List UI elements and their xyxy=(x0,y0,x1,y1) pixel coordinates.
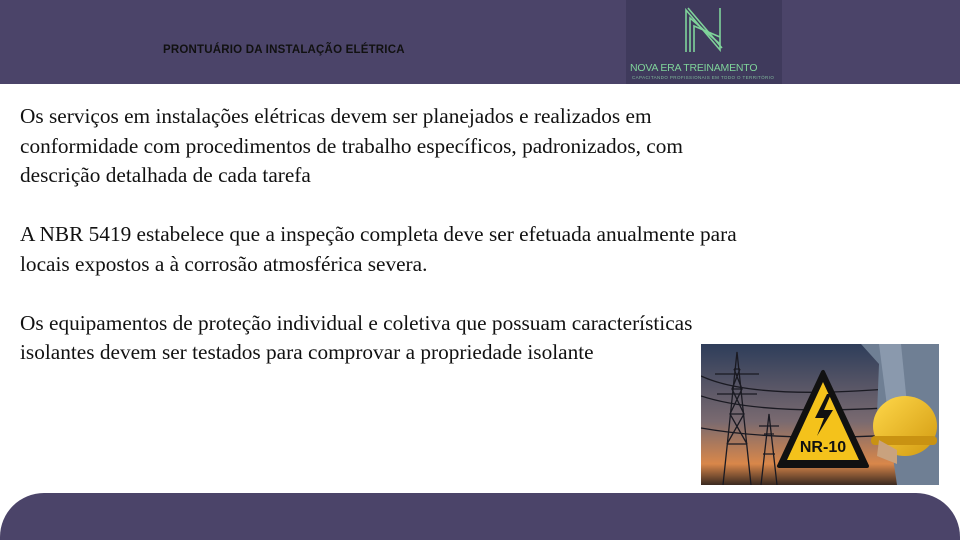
page-title: PRONTUÁRIO DA INSTALAÇÃO ELÉTRICA xyxy=(163,44,405,56)
header-bar xyxy=(0,0,960,84)
sign-label: NR-10 xyxy=(799,439,847,456)
paragraph-2: A NBR 5419 estabelece que a inspeção completa deve ser efetuada anualmente para locais expostos a à corrosão atmosférica severa. xyxy=(20,222,737,276)
footer-bar xyxy=(0,493,960,540)
paragraph-3: Os equipamentos de proteção individual e coletiva que possuam características isolantes devem ser testados para comprovar a propriedade isolante xyxy=(20,310,693,364)
company-logo xyxy=(626,0,782,84)
main-content xyxy=(20,102,750,397)
nr10-safety-image xyxy=(701,344,939,485)
logo-tagline: CAPACITANDO PROFISSIONAIS EM TODO O TERRITÓRIO xyxy=(632,75,775,80)
paragraph-1: Os serviços em instalações elétricas devem ser planejados e realizados em conformidade com procedimentos de trabalho específicos, padronizados, com descrição detalhada de cada tarefa xyxy=(20,104,683,187)
logo-n-icon xyxy=(682,6,726,54)
logo-name: NOVA ERA TREINAMENTO xyxy=(630,62,758,74)
